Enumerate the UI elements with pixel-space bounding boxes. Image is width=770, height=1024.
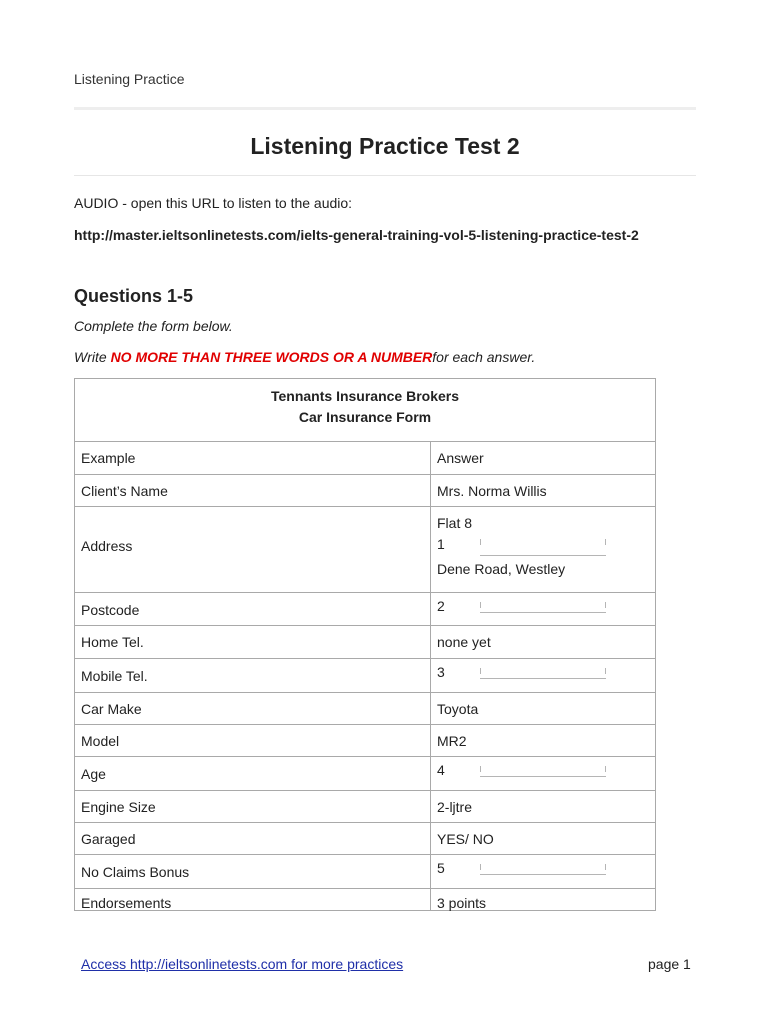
footer-practice-link[interactable]: Access http://ieltsonlinetests.com for more practices xyxy=(81,956,404,972)
answer-blank-1[interactable] xyxy=(480,555,606,556)
blank-number: 5 xyxy=(437,860,445,876)
table-row xyxy=(75,822,655,854)
form-title xyxy=(75,379,655,442)
answer-blank-2[interactable] xyxy=(480,612,606,613)
table-row xyxy=(75,658,655,692)
table-row xyxy=(75,692,655,724)
blank-number: 3 xyxy=(437,664,445,680)
row-value: 2-ljtre xyxy=(437,799,473,815)
table-row xyxy=(75,442,655,474)
row-label: Mobile Tel. xyxy=(81,668,148,684)
address-line-1: Flat 8 xyxy=(437,515,473,531)
row-value: YES/ NO xyxy=(437,831,494,847)
header-divider xyxy=(74,107,696,110)
row-value: none yet xyxy=(437,634,491,650)
table-row xyxy=(75,625,655,658)
answer-blank-4[interactable] xyxy=(480,776,606,777)
blank-number: 4 xyxy=(437,762,445,778)
word-limit-instruction xyxy=(74,349,535,365)
row-label: Address xyxy=(81,538,133,554)
table-row xyxy=(75,756,655,790)
row-value: 3 points xyxy=(437,895,487,911)
row-label: Car Make xyxy=(81,701,142,717)
write-prefix: Write xyxy=(74,349,111,365)
table-row xyxy=(75,724,655,756)
row-label: No Claims Bonus xyxy=(81,864,190,880)
row-value: Answer xyxy=(437,450,484,466)
questions-heading: Questions 1-5 xyxy=(74,286,194,306)
table-row xyxy=(75,592,655,625)
table-row xyxy=(75,506,655,592)
answer-blank-3[interactable] xyxy=(480,678,606,679)
table-row xyxy=(75,790,655,822)
instruction-text: Complete the form below. xyxy=(74,318,233,334)
row-label: Endorsements xyxy=(81,895,172,911)
row-label: Client’s Name xyxy=(81,483,168,499)
insurance-form-table xyxy=(74,378,656,911)
blank-number: 1 xyxy=(437,536,445,552)
write-suffix: for each answer. xyxy=(432,349,536,365)
word-limit-emphasis: NO MORE THAN THREE WORDS OR A NUMBER xyxy=(110,349,433,365)
form-title-company: Tennants Insurance Brokers xyxy=(270,388,460,404)
row-value: Mrs. Norma Willis xyxy=(437,483,547,499)
blank-number: 2 xyxy=(437,598,445,614)
row-label: Engine Size xyxy=(81,799,156,815)
row-label: Garaged xyxy=(81,831,136,847)
title-divider xyxy=(74,175,696,176)
table-row xyxy=(75,854,655,888)
row-value: Toyota xyxy=(437,701,479,717)
table-row xyxy=(75,474,655,506)
answer-blank-5[interactable] xyxy=(480,874,606,875)
table-row xyxy=(75,888,655,910)
page-number: page 1 xyxy=(648,956,691,972)
row-value: MR2 xyxy=(437,733,467,749)
row-label: Model xyxy=(81,733,120,749)
page-title: Listening Practice Test 2 xyxy=(250,133,520,159)
audio-url[interactable]: http://master.ieltsonlinetests.com/ielts-general-training-vol-5-listening-practice-test-2 xyxy=(74,227,639,243)
form-title-form-name: Car Insurance Form xyxy=(298,409,432,425)
audio-label: AUDIO - open this URL to listen to the audio: xyxy=(74,195,353,211)
row-label: Postcode xyxy=(81,602,140,618)
row-label: Age xyxy=(81,766,106,782)
address-line-3: Dene Road, Westley xyxy=(437,561,566,577)
row-label: Home Tel. xyxy=(81,634,144,650)
row-label: Example xyxy=(81,450,136,466)
running-header: Listening Practice xyxy=(74,71,185,87)
